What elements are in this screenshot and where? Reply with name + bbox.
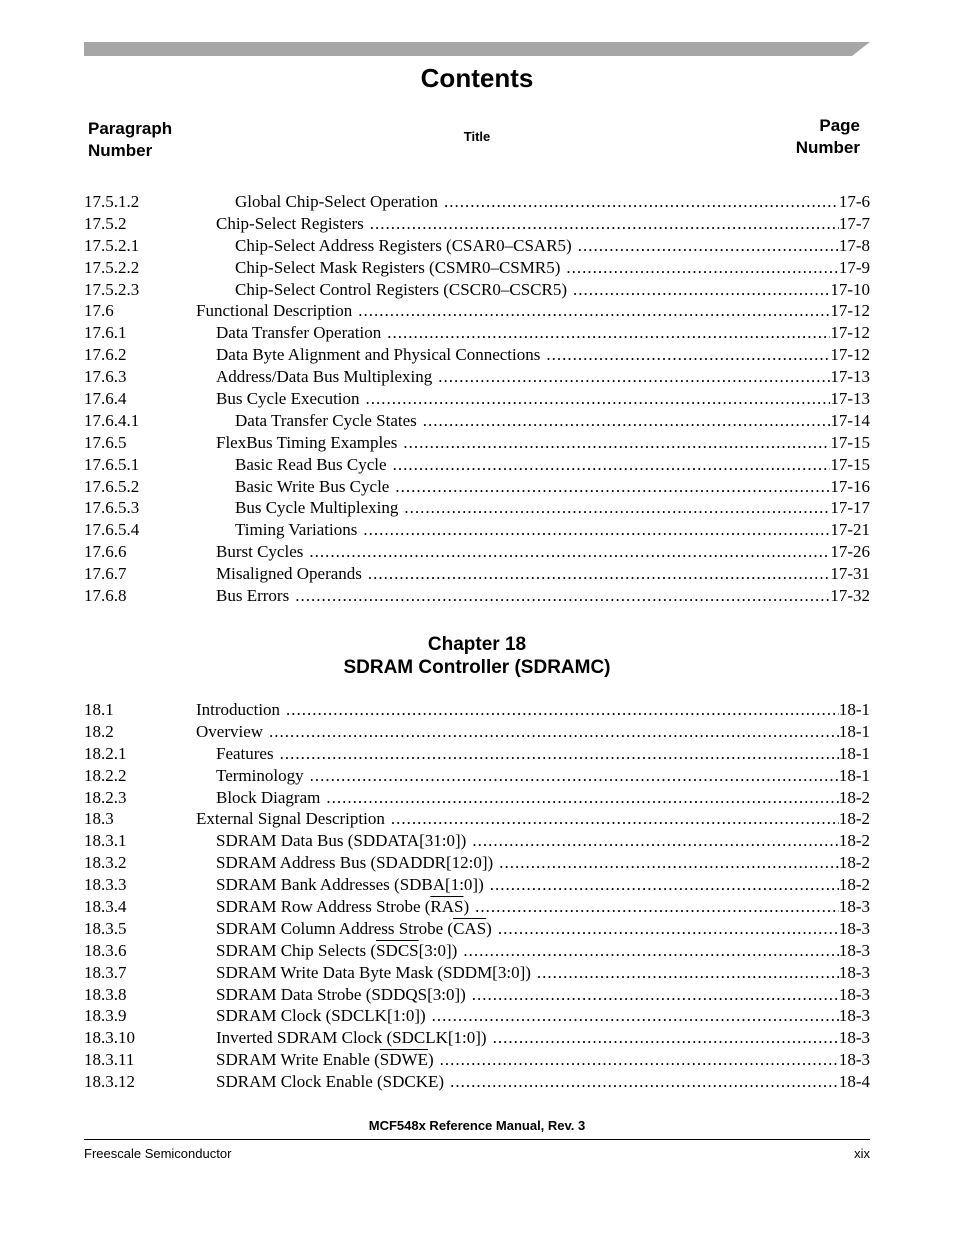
toc-dot-leader [484, 874, 839, 896]
toc-entry-title-text: Functional Description [196, 301, 353, 321]
toc-entry-title [196, 300, 352, 322]
toc-entry-title-text: Bus Cycle Multiplexing [235, 498, 399, 518]
toc-entry-page: 18-1 [838, 743, 870, 763]
toc-list-chapter-17 [84, 191, 870, 607]
toc-entry-number: 17.6.5.4 [84, 520, 140, 540]
toc-entry[interactable] [84, 322, 870, 344]
toc-entry-page: 18-3 [838, 962, 870, 982]
toc-entry-number: 17.6.5.3 [84, 498, 140, 518]
toc-dot-leader [457, 940, 838, 962]
footer-company: Freescale Semiconductor [84, 1146, 232, 1161]
toc-dot-leader [397, 432, 830, 454]
toc-entry-title-text: Features [216, 743, 274, 763]
toc-entry-title [196, 257, 560, 279]
toc-dot-leader [432, 366, 830, 388]
toc-entry-number: 17.6.7 [84, 564, 127, 584]
toc-entry[interactable] [84, 300, 870, 322]
toc-entry[interactable] [84, 279, 870, 301]
toc-entry[interactable] [84, 454, 870, 476]
toc-entry-title-text: Chip-Select Address Registers (CSAR0–CSAR5) [235, 235, 572, 255]
toc-entry-title-text: Data Transfer Operation [216, 323, 382, 343]
column-header-paragraph-line1: Paragraph [88, 119, 173, 138]
toc-entry[interactable] [84, 366, 870, 388]
toc-dot-leader [531, 962, 839, 984]
toc-entry-title [196, 497, 398, 519]
chapter-title: SDRAM Controller (SDRAMC) [343, 657, 611, 678]
toc-entry-title [196, 765, 304, 787]
toc-entry-number: 17.5.2.3 [84, 279, 140, 299]
toc-entry-title-text: Terminology [216, 765, 304, 785]
toc-dot-leader [280, 699, 839, 721]
toc-entry-number: 18.3.1 [84, 831, 127, 851]
toc-entry[interactable] [84, 765, 870, 787]
toc-dot-leader [434, 1049, 839, 1071]
toc-entry-number: 18.3.8 [84, 984, 127, 1004]
toc-dot-leader [387, 454, 831, 476]
toc-entry-title [196, 830, 466, 852]
toc-entry-title-text: Data Byte Alignment and Physical Connections [216, 345, 541, 365]
toc-entry-page: 17-13 [830, 389, 870, 409]
toc-entry-page: 18-3 [838, 1050, 870, 1070]
toc-entry-page: 17-13 [830, 367, 870, 387]
toc-entry-page: 18-3 [838, 1028, 870, 1048]
toc-entry-title [196, 984, 466, 1006]
toc-dot-leader [263, 721, 839, 743]
toc-entry-title [196, 476, 389, 498]
toc-entry-active-low-signal: $\overline{CAS}$ [453, 918, 487, 938]
footer-manual-title: MCF548x Reference Manual, Rev. 3 [368, 1118, 586, 1133]
toc-dot-leader [560, 257, 838, 279]
toc-entry-page: 18-3 [838, 1006, 870, 1026]
toc-dot-leader [466, 830, 839, 852]
toc-entry-page: 17-7 [838, 213, 870, 233]
toc-entry-title-text: Bus Errors [216, 586, 290, 606]
toc-entry[interactable] [84, 585, 870, 607]
toc-entry-title-text: Basic Read Bus Cycle [235, 454, 387, 474]
footer-divider [84, 1139, 870, 1140]
toc-entry-title [196, 279, 567, 301]
toc-entry[interactable] [84, 388, 870, 410]
toc-entry[interactable] [84, 410, 870, 432]
toc-entry-number: 17.6.2 [84, 345, 127, 365]
toc-entry-page: 17-8 [838, 235, 870, 255]
toc-entry-active-low-signal: $\overline{RAS}$ [430, 897, 464, 917]
toc-dot-leader [304, 765, 839, 787]
column-header-title: Title [463, 129, 491, 144]
toc-entry-number: 18.3.6 [84, 940, 127, 960]
toc-entry-title-suffix: [3:0]) [418, 940, 458, 960]
toc-entry-title [196, 874, 484, 896]
toc-entry-title-text: Burst Cycles [216, 542, 304, 562]
toc-dot-leader [426, 1005, 839, 1027]
toc-entry-number: 18.3.7 [84, 962, 127, 982]
toc-entry-page: 17-15 [830, 454, 870, 474]
toc-entry-number: 18.3.2 [84, 853, 127, 873]
toc-entry-number: 18.2.1 [84, 743, 127, 763]
toc-entry-title-text: SDRAM Data Strobe (SDDQS[3:0]) [216, 984, 466, 1004]
toc-entry-page: 17-14 [830, 410, 870, 430]
toc-entry[interactable] [84, 519, 870, 541]
toc-entry[interactable] [84, 476, 870, 498]
toc-entry-number: 17.6.4.1 [84, 410, 140, 430]
toc-entry-number: 17.5.2.2 [84, 257, 140, 277]
toc-entry-page: 18-1 [838, 721, 870, 741]
toc-entry-title [196, 541, 303, 563]
toc-entry-title [196, 940, 457, 962]
toc-entry-page: 18-2 [838, 831, 870, 851]
toc-entry[interactable] [84, 962, 870, 984]
toc-entry-title-suffix: ) [486, 918, 492, 938]
column-header-page-line2: Number [795, 138, 860, 157]
toc-entry-title-text: Inverted SDRAM Clock (SDCLK[1:0]) [216, 1028, 487, 1048]
toc-entry-title-text: Chip-Select Registers [216, 213, 364, 233]
toc-entry-page: 17-10 [830, 279, 870, 299]
toc-entry-number: 17.6.6 [84, 542, 127, 562]
toc-entry-number: 18.3.12 [84, 1072, 135, 1092]
toc-entry[interactable] [84, 563, 870, 585]
toc-entry-number: 17.5.2.1 [84, 235, 140, 255]
toc-dot-leader [493, 852, 839, 874]
toc-entry[interactable] [84, 852, 870, 874]
toc-entry-title-text: Chip-Select Mask Registers (CSMR0–CSMR5) [235, 257, 561, 277]
page-title: Contents [420, 63, 534, 93]
toc-entry-title [196, 344, 540, 366]
toc-entry-title-suffix: ) [463, 897, 470, 917]
toc-entry-page: 17-12 [830, 345, 870, 365]
toc-dot-leader [572, 235, 839, 257]
toc-entry[interactable] [84, 940, 870, 962]
toc-entry-title-text: Timing Variations [235, 520, 358, 540]
toc-entry-number: 17.6.8 [84, 586, 127, 606]
toc-entry-title [196, 191, 438, 213]
toc-entry[interactable] [84, 1049, 870, 1071]
toc-entry-number: 18.1 [84, 700, 114, 719]
toc-entry-number: 18.2.2 [84, 765, 127, 785]
toc-entry-title [196, 235, 572, 257]
toc-entry[interactable] [84, 721, 870, 743]
toc-dot-leader [303, 541, 830, 563]
toc-entry-page: 18-2 [838, 875, 870, 895]
toc-dot-leader [362, 563, 830, 585]
toc-entry-title-text: External Signal Description [196, 809, 385, 829]
toc-entry-title [196, 1049, 434, 1071]
toc-entry-page: 18-2 [838, 853, 870, 873]
toc-entry[interactable] [84, 1071, 870, 1093]
toc-entry-page: 17-31 [830, 564, 870, 584]
toc-dot-leader [487, 1027, 839, 1049]
toc-entry-number: 17.5.1.2 [84, 192, 140, 211]
toc-entry-title [196, 962, 531, 984]
toc-entry-number: 17.6.3 [84, 367, 127, 387]
toc-entry-title [196, 322, 381, 344]
toc-entry-number: 18.3.11 [84, 1050, 135, 1070]
toc-entry-page: 17-12 [830, 301, 870, 321]
toc-entry-page: 17-9 [838, 257, 870, 277]
toc-entry-title-text: Introduction [196, 700, 281, 719]
chapter-heading [0, 633, 954, 679]
toc-dot-leader [540, 344, 830, 366]
toc-entry[interactable] [84, 918, 870, 940]
toc-entry[interactable] [84, 808, 870, 830]
toc-entry-title [196, 699, 280, 721]
toc-entry[interactable] [84, 235, 870, 257]
toc-entry-title [196, 808, 385, 830]
toc-entry[interactable] [84, 497, 870, 519]
toc-entry-page: 17-26 [830, 542, 870, 562]
toc-entry-number: 17.6.1 [84, 323, 127, 343]
column-header-paragraph-line2: Number [88, 141, 153, 160]
toc-entry[interactable] [84, 699, 870, 721]
toc-entry-page: 18-3 [838, 984, 870, 1004]
toc-entry-title-text: Overview [196, 721, 264, 741]
toc-entry[interactable] [84, 1027, 870, 1049]
toc-entry-number: 18.3.4 [84, 897, 127, 917]
toc-entry-title [196, 585, 289, 607]
toc-entry[interactable] [84, 541, 870, 563]
toc-entry-number: 17.6.5 [84, 432, 127, 452]
toc-entry-page: 18-1 [838, 700, 870, 719]
toc-entry-title-text: Chip-Select Control Registers (CSCR0–CSCR5) [235, 279, 567, 299]
toc-dot-leader [444, 1071, 839, 1093]
toc-entry-title-text: SDRAM Column Address Strobe ( [216, 918, 454, 938]
toc-entry-title [196, 787, 320, 809]
toc-dot-leader [274, 743, 839, 765]
toc-entry-title-text: SDRAM Chip Selects ( [216, 940, 377, 960]
toc-entry-number: 17.6.5.1 [84, 454, 140, 474]
toc-entry[interactable] [84, 874, 870, 896]
toc-entry-page: 18-3 [838, 897, 870, 917]
toc-entry[interactable] [84, 1005, 870, 1027]
toc-dot-leader [438, 191, 839, 213]
toc-dot-leader [320, 787, 838, 809]
toc-entry-title-text: Data Transfer Cycle States [235, 410, 417, 430]
toc-entry-title-text: Block Diagram [216, 787, 321, 807]
toc-dot-leader [492, 918, 839, 940]
toc-entry-title-text: SDRAM Address Bus (SDADDR[12:0]) [216, 853, 494, 873]
toc-entry-active-low-signal: SDWE [379, 1050, 428, 1070]
toc-entry-number: 17.6.4 [84, 389, 127, 409]
toc-dot-leader [364, 213, 839, 235]
toc-entry[interactable] [84, 344, 870, 366]
toc-entry-title-text: SDRAM Write Data Byte Mask (SDDM[3:0]) [216, 962, 531, 982]
toc-entry-number: 18.2 [84, 721, 114, 741]
toc-entry-title [196, 410, 417, 432]
header-decorative-bar [84, 42, 870, 56]
toc-entry-title [196, 852, 493, 874]
toc-entry-number: 17.5.2 [84, 213, 127, 233]
toc-entry-title-text: FlexBus Timing Examples [216, 432, 398, 452]
toc-entry-number: 18.2.3 [84, 787, 127, 807]
toc-dot-leader [352, 300, 830, 322]
toc-entry-page: 17-32 [830, 586, 870, 606]
column-header-page-line1: Page [819, 116, 860, 135]
toc-entry-page: 17-17 [830, 498, 870, 518]
toc-dot-leader [360, 388, 831, 410]
toc-entry-title-text: Address/Data Bus Multiplexing [216, 367, 433, 387]
toc-entry-title [196, 366, 432, 388]
toc-entry-title [196, 1005, 426, 1027]
toc-entry[interactable] [84, 896, 870, 918]
toc-entry-title [196, 743, 274, 765]
toc-entry[interactable] [84, 743, 870, 765]
column-header-page-number [796, 115, 860, 159]
toc-dot-leader [389, 476, 830, 498]
toc-entry-title [196, 1071, 444, 1093]
footer-page-number: xix [854, 1146, 870, 1161]
toc-dot-leader [381, 322, 830, 344]
toc-entry[interactable] [84, 830, 870, 852]
toc-entry-number: 18.3 [84, 809, 114, 829]
toc-entry-title-text: SDRAM Bank Addresses (SDBA[1:0]) [216, 875, 484, 895]
toc-entry-page: 17-21 [830, 520, 870, 540]
toc-entry-number: 18.3.3 [84, 875, 127, 895]
toc-entry-page: 17-6 [838, 192, 870, 211]
toc-entry-page: 17-12 [830, 323, 870, 343]
toc-dot-leader [469, 896, 839, 918]
toc-entry[interactable] [84, 213, 870, 235]
toc-dot-leader [289, 585, 830, 607]
toc-entry-title [196, 454, 387, 476]
toc-entry[interactable] [84, 191, 870, 213]
toc-dot-leader [385, 808, 839, 830]
toc-entry-title-text: Bus Cycle Execution [216, 389, 360, 409]
toc-entry-title-text: Global Chip-Select Operation [235, 192, 439, 211]
toc-dot-leader [417, 410, 831, 432]
toc-entry[interactable] [84, 257, 870, 279]
toc-entry-title-text: SDRAM Row Address Strobe ( [216, 897, 431, 917]
toc-list-chapter-18 [84, 699, 870, 1093]
toc-entry-title-text: SDRAM Clock Enable (SDCKE) [216, 1072, 445, 1092]
toc-entry-page: 17-15 [830, 432, 870, 452]
toc-entry-page: 18-3 [838, 940, 870, 960]
toc-entry-page: 17-16 [830, 476, 870, 496]
toc-entry[interactable] [84, 432, 870, 454]
toc-entry-page: 18-2 [838, 809, 870, 829]
toc-entry-title [196, 213, 364, 235]
toc-dot-leader [357, 519, 830, 541]
toc-entry-active-low-signal: SDCS [376, 940, 419, 960]
toc-entry[interactable] [84, 984, 870, 1006]
toc-entry-page: 18-3 [838, 918, 870, 938]
toc-entry-title [196, 1027, 487, 1049]
toc-entry-title [196, 388, 360, 410]
toc-entry-number: 18.3.9 [84, 1006, 127, 1026]
toc-entry-number: 17.6.5.2 [84, 476, 140, 496]
toc-entry-page: 18-4 [838, 1072, 870, 1092]
toc-entry-title [196, 721, 263, 743]
toc-entry-title-text: Misaligned Operands [216, 564, 362, 584]
toc-entry-title-suffix: ) [427, 1050, 434, 1070]
toc-dot-leader [398, 497, 830, 519]
toc-entry-title-text: SDRAM Clock (SDCLK[1:0]) [216, 1006, 426, 1026]
toc-entry-number: 17.6 [84, 301, 114, 321]
toc-entry-title-text: SDRAM Data Bus (SDDATA[31:0]) [216, 831, 467, 851]
toc-entry-title-text: SDRAM Write Enable ( [216, 1050, 380, 1070]
toc-entry-number: 18.3.5 [84, 918, 127, 938]
toc-entry-title [196, 896, 469, 918]
toc-entry-title [196, 519, 357, 541]
toc-entry-title [196, 432, 397, 454]
toc-entry-title [196, 918, 492, 940]
toc-entry-number: 18.3.10 [84, 1028, 135, 1048]
toc-dot-leader [466, 984, 839, 1006]
toc-entry-page: 18-1 [838, 765, 870, 785]
toc-entry[interactable] [84, 787, 870, 809]
toc-entry-page: 18-2 [838, 787, 870, 807]
toc-entry-title [196, 563, 362, 585]
chapter-number: Chapter 18 [427, 634, 527, 655]
toc-dot-leader [567, 279, 830, 301]
toc-entry-title-text: Basic Write Bus Cycle [235, 476, 390, 496]
